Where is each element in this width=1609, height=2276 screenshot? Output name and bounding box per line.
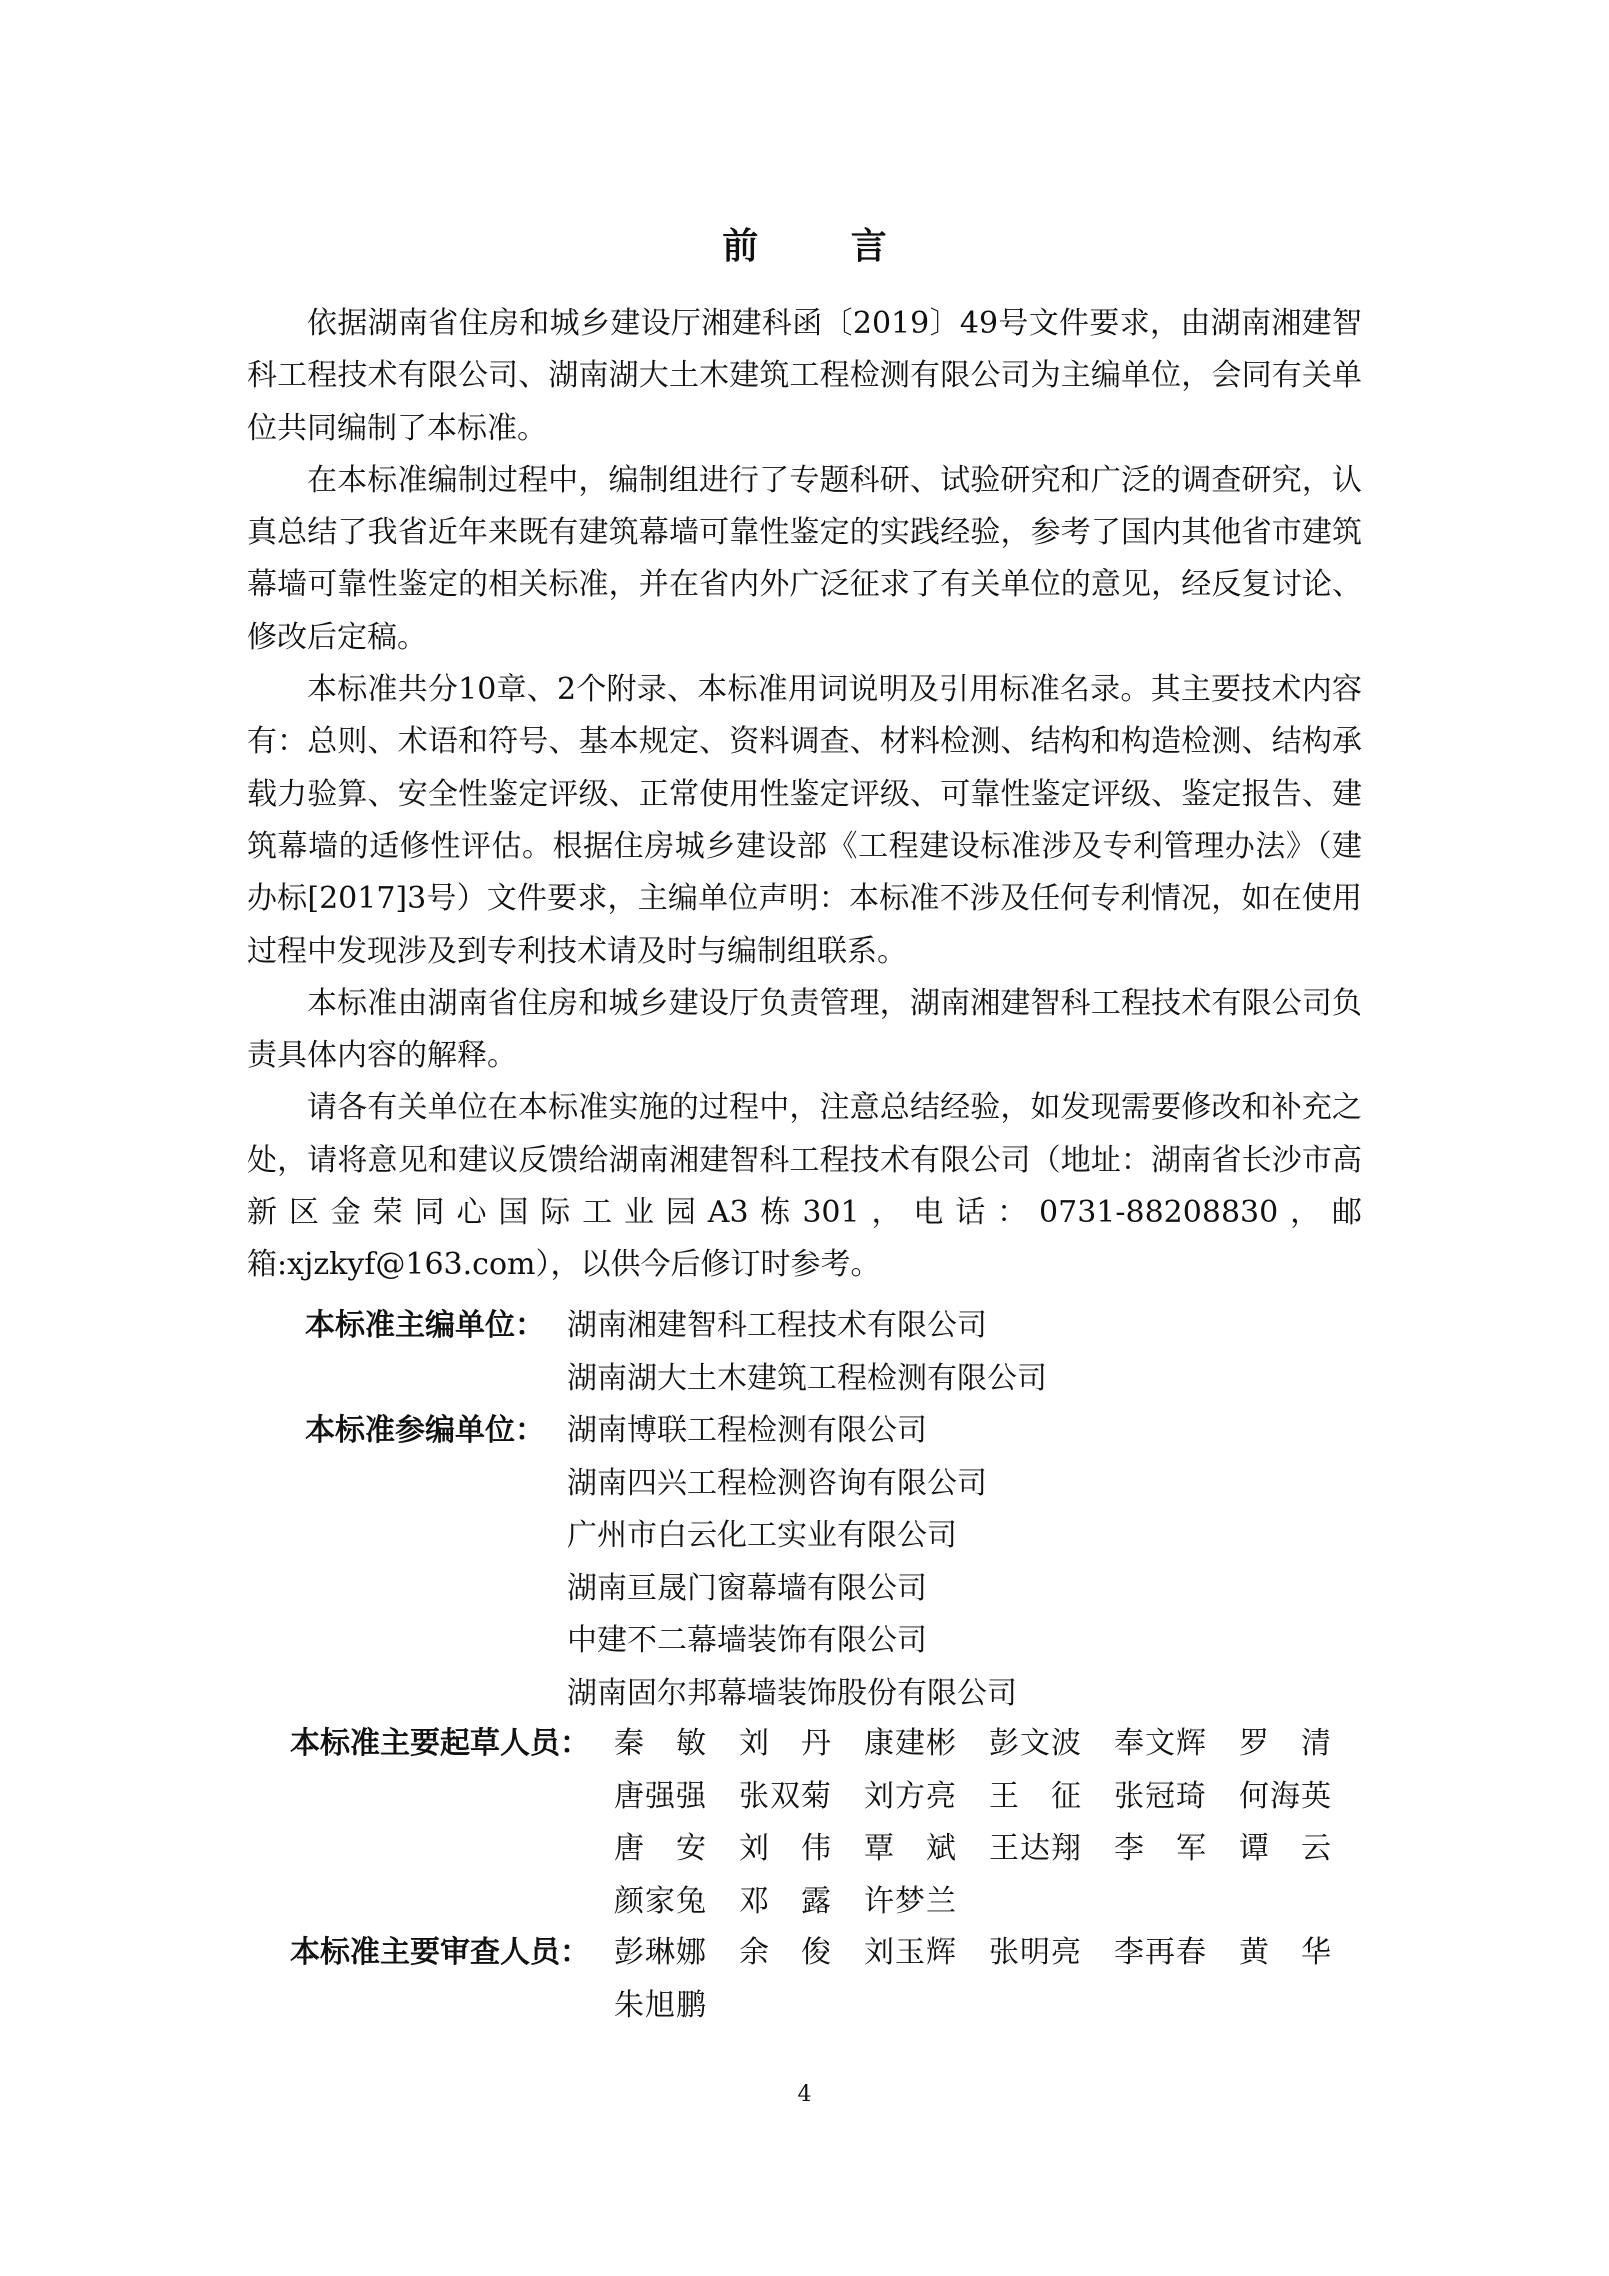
drafter-name: 张双菊 <box>739 1778 831 1814</box>
paragraph: 本标准共分10章、2个附录、本标准用词说明及引用标准名录。其主要技术内容有：总则、术语和符号、基本规定、资料调查、材料检测、结构和构造检测、结构承载力验算、安全性鉴定评级、正常使用性鉴定评级、可靠性鉴定评级、鉴定报告、建筑幕墙的适修性评估。根据住房城乡建设部《工程建设标准涉及专利管理办法》（建办标[2017]3号）文件要求，主编单位声明：本标准不涉及任何专利情况，如在使用过程中发现涉及到专利技术请及时与编制组联系。 <box>247 672 1362 969</box>
reviewer-name: 黄 华 <box>1239 1935 1331 1970</box>
paragraph: 依据湖南省住房和城乡建设厅湘建科函〔2019〕49号文件要求，由湖南湘建智科工程技术有限公司、湖南湖大土木建筑工程检测有限公司为主编单位，会同有关单位共同编制了本标准。 <box>247 306 1362 446</box>
reviewers-label: 本标准主要审查人员： <box>290 1935 590 1970</box>
drafter-name: 覃 斌 <box>864 1831 956 1866</box>
drafter-name: 张冠琦 <box>1114 1778 1206 1814</box>
reviewer-name: 余 俊 <box>739 1935 831 1970</box>
drafters-list <box>614 1718 1364 1928</box>
page-title: 前 言 <box>722 226 927 267</box>
chief-unit: 湖南湘建智科工程技术有限公司 <box>567 1308 987 1343</box>
drafter-name: 秦 敏 <box>614 1726 706 1761</box>
drafter-name: 何海英 <box>1239 1778 1331 1814</box>
drafter-name: 唐强强 <box>614 1778 706 1814</box>
drafter-name: 唐 安 <box>614 1831 706 1866</box>
drafter-name: 谭 云 <box>1239 1831 1331 1866</box>
drafter-name: 奉文辉 <box>1114 1726 1206 1761</box>
participating-units-list <box>567 1405 1267 1720</box>
paragraph: 本标准由湖南省住房和城乡建设厅负责管理，湖南湘建智科工程技术有限公司负责具体内容的解释。 <box>247 985 1362 1074</box>
drafter-name: 李 军 <box>1114 1831 1206 1866</box>
paragraph: 在本标准编制过程中，编制组进行了专题科研、试验研究和广泛的调查研究，认真总结了我省近年来既有建筑幕墙可靠性鉴定的实践经验，参考了国内其他省市建筑幕墙可靠性鉴定的相关标准，并在省内外广泛征求了有关单位的意见，经反复讨论、修改后定稿。 <box>247 462 1362 655</box>
participating-unit: 湖南亘晟门窗幕墙有限公司 <box>567 1570 927 1606</box>
drafter-name: 刘 丹 <box>739 1726 831 1761</box>
participating-unit: 湖南博联工程检测有限公司 <box>567 1413 927 1448</box>
participating-unit: 中建不二幕墙装饰有限公司 <box>567 1623 927 1658</box>
drafter-name: 颜家兔 <box>614 1883 706 1919</box>
drafter-name: 王 征 <box>989 1778 1081 1814</box>
drafter-name: 刘 伟 <box>739 1831 831 1866</box>
reviewer-name: 朱旭鹏 <box>614 1987 706 2023</box>
drafter-name: 邓 露 <box>739 1883 831 1919</box>
reviewer-name: 李再春 <box>1114 1935 1206 1970</box>
participating-unit: 湖南四兴工程检测咨询有限公司 <box>567 1465 987 1501</box>
chief-units-list <box>567 1300 1267 1405</box>
reviewer-name: 张明亮 <box>989 1935 1081 1970</box>
chief-unit: 湖南湖大土木建筑工程检测有限公司 <box>567 1360 1047 1396</box>
reviewer-name: 刘玉辉 <box>864 1935 956 1970</box>
drafter-name: 康建彬 <box>864 1726 956 1761</box>
drafter-name: 刘方亮 <box>864 1778 956 1814</box>
chief-units-label: 本标准主编单位： <box>305 1308 545 1343</box>
reviewers-list <box>614 1927 1364 2032</box>
paragraph: 请各有关单位在本标准实施的过程中，注意总结经验，如发现需要修改和补充之处，请将意见和建议反馈给湖南湘建智科工程技术有限公司（地址：湖南省长沙市高新区金荣同心国际工业园A3栋301，电话：0731-88208830，邮箱:xjzkyf@163.com），以供今后修订时参考。 <box>247 1090 1362 1283</box>
participating-unit: 湖南固尔邦幕墙装饰股份有限公司 <box>567 1675 1017 1711</box>
page-number: 4 <box>797 2082 812 2107</box>
drafter-name: 彭文波 <box>989 1726 1081 1761</box>
drafters-label: 本标准主要起草人员： <box>290 1726 590 1761</box>
participating-unit: 广州市白云化工实业有限公司 <box>567 1518 957 1553</box>
drafter-name: 罗 清 <box>1239 1726 1331 1761</box>
participating-units-label: 本标准参编单位： <box>305 1413 545 1448</box>
preface-body <box>247 298 1362 1292</box>
reviewer-name: 彭琳娜 <box>614 1935 706 1970</box>
drafter-name: 王达翔 <box>989 1831 1081 1866</box>
drafter-name: 许梦兰 <box>864 1883 956 1919</box>
